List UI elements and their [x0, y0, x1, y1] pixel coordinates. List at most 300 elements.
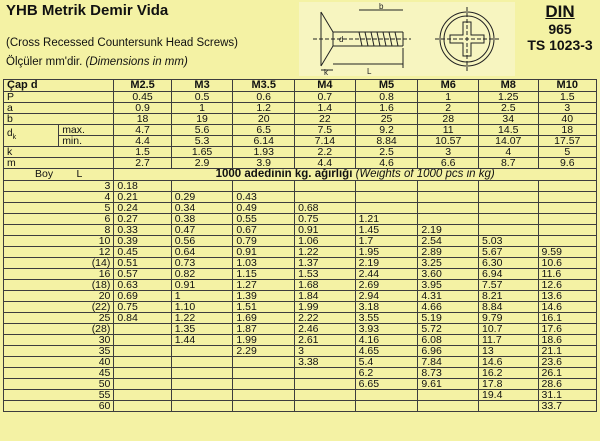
length-value: 30 [4, 335, 114, 346]
spec-value: 2.2 [295, 147, 356, 158]
weight-value: 0.34 [171, 203, 233, 214]
weight-value [479, 192, 539, 203]
standard-badge [525, 3, 595, 53]
weight-value: 0.49 [233, 203, 295, 214]
spec-value: 2.5 [479, 103, 539, 114]
weights-title [114, 169, 597, 181]
weight-value [171, 346, 233, 357]
spec-row-label: k [4, 147, 114, 158]
weight-value: 12.6 [538, 280, 596, 291]
spec-value: 9.6 [538, 158, 596, 169]
weight-value: 3.18 [355, 302, 418, 313]
weight-value: 6.08 [418, 335, 479, 346]
weight-value [479, 181, 539, 192]
weight-value: 1.44 [171, 335, 233, 346]
weight-value: 4.66 [418, 302, 479, 313]
weight-value: 16.1 [538, 313, 596, 324]
weight-value [233, 357, 295, 368]
spec-value: 18 [114, 114, 171, 125]
length-row [4, 214, 597, 225]
drawing-label-b: b [379, 2, 384, 11]
length-row [4, 236, 597, 247]
weight-value: 1.69 [233, 313, 295, 324]
weight-value [114, 379, 171, 390]
weight-value: 0.73 [171, 258, 233, 269]
length-row [4, 269, 597, 280]
length-value: (14) [4, 258, 114, 269]
weight-value [295, 192, 356, 203]
spec-row [4, 125, 597, 136]
weight-value [418, 181, 479, 192]
weight-value: 1.10 [171, 302, 233, 313]
weight-value: 6.94 [479, 269, 539, 280]
weight-value: 1.21 [355, 214, 418, 225]
units-note [6, 56, 188, 68]
weight-value: 1.37 [295, 258, 356, 269]
weight-value: 9.79 [479, 313, 539, 324]
weight-value: 1.03 [233, 258, 295, 269]
weight-value: 0.63 [114, 280, 171, 291]
length-value: (28) [4, 324, 114, 335]
weight-value: 2.54 [418, 236, 479, 247]
weight-value [171, 368, 233, 379]
weight-value: 2.44 [355, 269, 418, 280]
length-row [4, 258, 597, 269]
weight-value: 11.7 [479, 335, 539, 346]
length-row [4, 181, 597, 192]
spec-value: 6.6 [418, 158, 479, 169]
spec-value: 0.8 [355, 92, 418, 103]
spec-value: 40 [538, 114, 596, 125]
weight-value: 1.87 [233, 324, 295, 335]
weight-value: 10.6 [538, 258, 596, 269]
dimensions-table [3, 79, 597, 412]
weight-value: 0.84 [114, 313, 171, 324]
weight-value: 1.15 [233, 269, 295, 280]
weight-value: 7.84 [418, 357, 479, 368]
spec-row-label: P [4, 92, 114, 103]
dk-symbol: $d_k$ [4, 125, 59, 147]
page-subtitle: (Cross Recessed Countersunk Head Screws) [6, 37, 239, 49]
weight-value: 0.29 [171, 192, 233, 203]
spec-value: 1.5 [538, 92, 596, 103]
weight-value: 2.22 [295, 313, 356, 324]
spec-value: 1.25 [479, 92, 539, 103]
weight-value: 0.91 [171, 280, 233, 291]
length-row [4, 346, 597, 357]
weight-value: 0.68 [295, 203, 356, 214]
screw-drawing [299, 2, 515, 76]
weight-value: 1.95 [355, 247, 418, 258]
spec-value: 7.14 [295, 136, 356, 147]
length-row [4, 335, 597, 346]
weight-value [233, 401, 295, 412]
weight-value: 1.35 [171, 324, 233, 335]
size-header-label: Çap d [4, 80, 114, 92]
weight-value [114, 368, 171, 379]
weight-value [538, 181, 596, 192]
weight-value: 18.6 [538, 335, 596, 346]
spec-value: 3 [418, 147, 479, 158]
weight-value [538, 236, 596, 247]
weight-value [114, 346, 171, 357]
weight-value [171, 390, 233, 401]
spec-value: 8.84 [355, 136, 418, 147]
spec-value: 22 [295, 114, 356, 125]
spec-row-label: b [4, 114, 114, 125]
weight-value: 7.57 [479, 280, 539, 291]
weight-value: 17.8 [479, 379, 539, 390]
weights-title-tr: 1000 adedinin kg. ağırlığı [215, 168, 353, 180]
weight-value [479, 401, 539, 412]
weight-value: 2.29 [233, 346, 295, 357]
weight-value: 10.7 [479, 324, 539, 335]
length-value: 40 [4, 357, 114, 368]
weight-value: 0.18 [114, 181, 171, 192]
length-value: 4 [4, 192, 114, 203]
weight-value: 0.79 [233, 236, 295, 247]
length-value: 12 [4, 247, 114, 258]
spec-row-label: min. [59, 136, 114, 147]
weight-value: 14.6 [538, 302, 596, 313]
weight-value: 26.1 [538, 368, 596, 379]
weight-value: 3.38 [295, 357, 356, 368]
units-note-en: (Dimensions in mm) [85, 56, 188, 68]
spec-row [4, 147, 597, 158]
length-row [4, 401, 597, 412]
weight-value: 9.59 [538, 247, 596, 258]
weight-value: 6.65 [355, 379, 418, 390]
weight-value: 0.39 [114, 236, 171, 247]
length-value: 5 [4, 203, 114, 214]
weight-value: 16.2 [479, 368, 539, 379]
weight-value: 1.27 [233, 280, 295, 291]
spec-value: 9.2 [355, 125, 418, 136]
size-header-m5: M5 [355, 80, 418, 92]
weight-value: 2.19 [418, 225, 479, 236]
table-header-row [4, 80, 597, 92]
weight-value: 2.46 [295, 324, 356, 335]
weight-value: 0.67 [233, 225, 295, 236]
weight-value: 2.89 [418, 247, 479, 258]
weight-value: 1.45 [355, 225, 418, 236]
weight-value [295, 401, 356, 412]
weight-value: 5.72 [418, 324, 479, 335]
spec-row [4, 103, 597, 114]
weight-value: 0.55 [233, 214, 295, 225]
weight-value: 17.6 [538, 324, 596, 335]
units-note-tr: Ölçüler mm'dir. [6, 56, 83, 68]
spec-value: 17.57 [538, 136, 596, 147]
length-row [4, 368, 597, 379]
weight-value: 1.84 [295, 291, 356, 302]
spec-value: 4.6 [355, 158, 418, 169]
spec-value: 0.45 [114, 92, 171, 103]
weight-value: 8.73 [418, 368, 479, 379]
spec-value: 0.5 [171, 92, 233, 103]
length-row [4, 379, 597, 390]
weight-value [295, 379, 356, 390]
weight-value [171, 401, 233, 412]
length-value: 8 [4, 225, 114, 236]
spec-value: 1.65 [171, 147, 233, 158]
weight-value: 3.95 [418, 280, 479, 291]
spec-row-label: max. [59, 125, 114, 136]
weight-value [538, 203, 596, 214]
weight-value: 2.61 [295, 335, 356, 346]
length-value: 25 [4, 313, 114, 324]
spec-value: 4.4 [114, 136, 171, 147]
weight-value [355, 203, 418, 214]
weight-value: 0.43 [233, 192, 295, 203]
weight-value: 1.53 [295, 269, 356, 280]
weight-value: 3.25 [418, 258, 479, 269]
weight-value: 11.6 [538, 269, 596, 280]
spec-value: 14.07 [479, 136, 539, 147]
size-header-m3.5: M3.5 [233, 80, 295, 92]
weight-value: 2.19 [355, 258, 418, 269]
spec-value: 5.3 [171, 136, 233, 147]
weight-value: 13.6 [538, 291, 596, 302]
weight-value [355, 192, 418, 203]
weight-value [114, 324, 171, 335]
weight-value: 0.91 [233, 247, 295, 258]
length-row [4, 313, 597, 324]
size-header-m2.5: M2.5 [114, 80, 171, 92]
length-value: 3 [4, 181, 114, 192]
spec-value: 20 [233, 114, 295, 125]
weight-value: 19.4 [479, 390, 539, 401]
length-value: 35 [4, 346, 114, 357]
spec-row [4, 136, 597, 147]
length-value: 55 [4, 390, 114, 401]
weight-value [295, 368, 356, 379]
weights-title-en: (Weights of 1000 pcs in kg) [355, 168, 495, 180]
weight-value: 3.93 [355, 324, 418, 335]
boy-label: Boy [35, 168, 54, 180]
weight-value [171, 181, 233, 192]
spec-value: 4.4 [295, 158, 356, 169]
l-label: L [76, 168, 83, 180]
weight-value [418, 192, 479, 203]
weight-value: 5.4 [355, 357, 418, 368]
weight-value: 1.22 [171, 313, 233, 324]
spec-value: 4.7 [114, 125, 171, 136]
spec-value: 3 [538, 103, 596, 114]
weight-value: 4.16 [355, 335, 418, 346]
spec-value: 7.5 [295, 125, 356, 136]
spec-value: 1 [418, 92, 479, 103]
boy-l-header [4, 169, 114, 181]
drawing-label-l: L [367, 67, 372, 76]
weight-value [171, 379, 233, 390]
weight-value: 3.60 [418, 269, 479, 280]
spec-value: 3.9 [233, 158, 295, 169]
spec-row-label: m [4, 158, 114, 169]
weight-value: 0.27 [114, 214, 171, 225]
spec-value: 0.7 [295, 92, 356, 103]
weight-value [538, 192, 596, 203]
standard-number: 965 [548, 21, 572, 37]
weight-value: 0.51 [114, 258, 171, 269]
weight-value: 6.96 [418, 346, 479, 357]
weight-value: 0.69 [114, 291, 171, 302]
weight-value [114, 357, 171, 368]
weight-value: 2.94 [355, 291, 418, 302]
weight-value: 1.22 [295, 247, 356, 258]
weight-value: 23.6 [538, 357, 596, 368]
weight-value: 1.51 [233, 302, 295, 313]
spec-value: 10.57 [418, 136, 479, 147]
page-title: YHB Metrik Demir Vida [6, 2, 169, 19]
spec-value: 1.2 [233, 103, 295, 114]
spec-value: 25 [355, 114, 418, 125]
length-value: 6 [4, 214, 114, 225]
weight-value [479, 203, 539, 214]
weight-value: 4.31 [418, 291, 479, 302]
weight-value: 8.21 [479, 291, 539, 302]
weight-value [479, 225, 539, 236]
weight-value: 1.99 [233, 335, 295, 346]
weight-value: 0.56 [171, 236, 233, 247]
weight-value: 3 [295, 346, 356, 357]
weight-value [479, 214, 539, 225]
weight-value [418, 390, 479, 401]
weight-value: 13 [479, 346, 539, 357]
weight-value: 0.57 [114, 269, 171, 280]
drawing-label-k: k [324, 68, 328, 76]
length-row [4, 291, 597, 302]
weight-value [114, 401, 171, 412]
weight-value: 21.1 [538, 346, 596, 357]
weight-value: 33.7 [538, 401, 596, 412]
spec-value: 1.6 [355, 103, 418, 114]
size-header-m3: M3 [171, 80, 233, 92]
weight-value [418, 401, 479, 412]
weight-value [114, 390, 171, 401]
weight-value: 8.84 [479, 302, 539, 313]
standard-ts: TS 1023-3 [527, 37, 593, 53]
weight-value: 31.1 [538, 390, 596, 401]
weight-value: 14.6 [479, 357, 539, 368]
spec-value: 1 [171, 103, 233, 114]
weight-value: 0.33 [114, 225, 171, 236]
weight-value [538, 225, 596, 236]
weight-value [355, 181, 418, 192]
size-header-m10: M10 [538, 80, 596, 92]
spec-value: 2.5 [355, 147, 418, 158]
weight-value [418, 214, 479, 225]
length-row [4, 302, 597, 313]
drawing-label-d: d [339, 35, 344, 44]
weight-value: 1.06 [295, 236, 356, 247]
length-row [4, 324, 597, 335]
weight-value [355, 401, 418, 412]
spec-value: 19 [171, 114, 233, 125]
weight-value: 4.65 [355, 346, 418, 357]
weight-value: 1.99 [295, 302, 356, 313]
length-value: 45 [4, 368, 114, 379]
spec-row [4, 158, 597, 169]
spec-value: 0.9 [114, 103, 171, 114]
size-header-m4: M4 [295, 80, 356, 92]
weight-value [295, 181, 356, 192]
spec-value: 14.5 [479, 125, 539, 136]
spec-value: 18 [538, 125, 596, 136]
length-value: 10 [4, 236, 114, 247]
length-value: 16 [4, 269, 114, 280]
spec-row [4, 92, 597, 103]
weight-value [233, 181, 295, 192]
weight-value [295, 390, 356, 401]
weight-value: 1 [171, 291, 233, 302]
length-value: 20 [4, 291, 114, 302]
length-row [4, 390, 597, 401]
length-row [4, 225, 597, 236]
spec-value: 5 [538, 147, 596, 158]
weight-value: 0.45 [114, 247, 171, 258]
standard-din: DIN [545, 2, 575, 21]
weight-value [233, 368, 295, 379]
spec-value: 2 [418, 103, 479, 114]
length-row [4, 203, 597, 214]
weights-header-row [4, 169, 597, 181]
weight-value: 5.67 [479, 247, 539, 258]
weight-value: 1.7 [355, 236, 418, 247]
weight-value: 1.39 [233, 291, 295, 302]
spec-value: 2.9 [171, 158, 233, 169]
weight-value: 2.69 [355, 280, 418, 291]
weight-value [233, 379, 295, 390]
length-row [4, 357, 597, 368]
weight-value: 0.75 [295, 214, 356, 225]
weight-value: 28.6 [538, 379, 596, 390]
spec-value: 2.7 [114, 158, 171, 169]
weight-value: 5.19 [418, 313, 479, 324]
spec-value: 1.4 [295, 103, 356, 114]
spec-value: 6.14 [233, 136, 295, 147]
weight-value: 0.82 [171, 269, 233, 280]
spec-value: 1.93 [233, 147, 295, 158]
length-value: (18) [4, 280, 114, 291]
weight-value: 0.24 [114, 203, 171, 214]
length-value: 50 [4, 379, 114, 390]
length-value: 60 [4, 401, 114, 412]
weight-value: 3.55 [355, 313, 418, 324]
weight-value: 0.21 [114, 192, 171, 203]
size-header-m8: M8 [479, 80, 539, 92]
spec-value: 34 [479, 114, 539, 125]
spec-value: 1.5 [114, 147, 171, 158]
weight-value: 6.2 [355, 368, 418, 379]
weight-value [355, 390, 418, 401]
length-row [4, 247, 597, 258]
size-header-m6: M6 [418, 80, 479, 92]
spec-value: 0.6 [233, 92, 295, 103]
weight-value: 5.03 [479, 236, 539, 247]
spec-value: 8.7 [479, 158, 539, 169]
weight-value [233, 390, 295, 401]
weight-value: 0.47 [171, 225, 233, 236]
spec-value: 6.5 [233, 125, 295, 136]
weight-value: 9.61 [418, 379, 479, 390]
weight-value [171, 357, 233, 368]
weight-value: 6.30 [479, 258, 539, 269]
weight-value: 0.38 [171, 214, 233, 225]
weight-value: 0.64 [171, 247, 233, 258]
spec-row-label: a [4, 103, 114, 114]
weight-value: 0.91 [295, 225, 356, 236]
